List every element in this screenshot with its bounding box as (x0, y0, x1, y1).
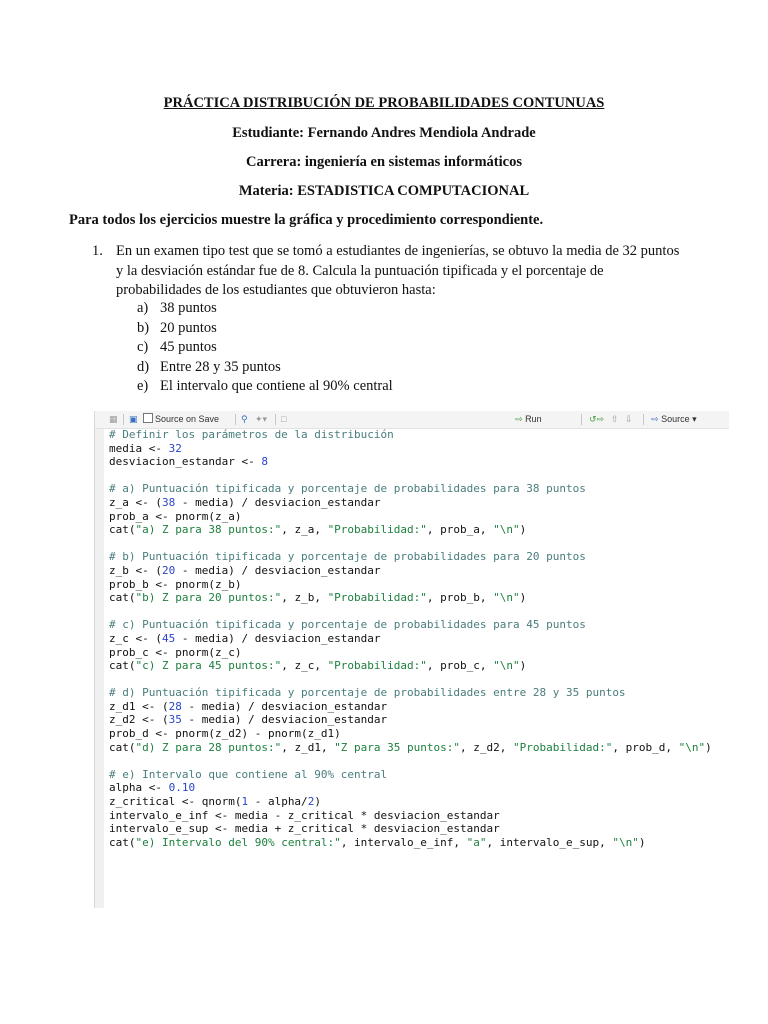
option-e (137, 377, 393, 397)
code-token: prob_a <- pnorm(z_a) (109, 509, 242, 523)
code-string: "\n" (612, 835, 639, 849)
code-string: "d) Z para 28 puntos:" (135, 740, 282, 754)
code-line (109, 781, 712, 795)
code-string: "Probabilidad:" (513, 740, 613, 754)
exercise-line: y la desviación estándar fue de 8. Calcula la puntuación tipificada y el porcentaje de (116, 262, 604, 279)
code-token: , z_a, (281, 523, 328, 537)
code-tools-wand-icon[interactable]: ✦▾ (255, 414, 268, 424)
code-token: , prob_a, (426, 523, 494, 537)
exercise-number: 1. (92, 243, 103, 259)
toolbar-divider (235, 414, 236, 425)
option-letter: b) (137, 319, 150, 336)
code-string: "\n" (678, 740, 706, 754)
code-comment: # d) Puntuación tipificada y porcentaje de probabilidades entre 28 y 35 puntos (109, 686, 626, 700)
option-letter: c) (137, 339, 149, 355)
option-text: El intervalo que contiene al 90% central (160, 378, 393, 394)
code-token: prob_d <- pnorm(z_d2) - pnorm(z_d1) (109, 727, 341, 741)
code-token: , intervalo_e_inf, (340, 835, 467, 849)
code-line (109, 564, 712, 578)
code-line (109, 713, 712, 727)
code-string: "Probabilidad:" (327, 659, 427, 673)
code-token: ) (705, 740, 712, 754)
code-token: , z_d1, (281, 740, 335, 754)
source-button[interactable] (651, 413, 697, 426)
code-number: 38 (161, 495, 176, 509)
option-letter: e) (137, 378, 149, 394)
code-token: - media) / desviacion_estandar (181, 699, 388, 713)
code-number: 2 (307, 795, 315, 809)
code-line (109, 686, 712, 700)
code-token: ) (638, 835, 646, 849)
document-title: PRÁCTICA DISTRIBUCIÓN DE PROBABILIDADES CONTUNUAS (163, 95, 605, 111)
code-number: 45 (161, 631, 176, 645)
code-line (109, 550, 712, 564)
code-line (109, 822, 712, 836)
code-line (109, 632, 712, 646)
code-string: "Z para 35 puntos:" (334, 740, 461, 754)
code-line (109, 754, 712, 768)
run-arrow-icon: ⇨ (515, 414, 523, 424)
option-c (137, 338, 393, 358)
code-token: prob_b <- pnorm(z_b) (109, 577, 242, 591)
code-area[interactable] (109, 428, 712, 849)
source-on-save-toggle[interactable] (143, 413, 219, 426)
code-token: cat( (109, 523, 136, 537)
code-token: z_c <- ( (109, 631, 162, 645)
toolbar-divider (123, 414, 124, 425)
run-button[interactable] (515, 413, 542, 426)
code-number: 32 (168, 441, 182, 455)
code-token: - media) / desviacion_estandar (181, 713, 388, 727)
code-number: 0.10 (168, 781, 196, 795)
search-icon[interactable]: ⚲ (241, 414, 248, 424)
exercise-line: En un examen tipo test que se tomó a estudiantes de ingenierías, se obtuvo la media de 32 puntos (116, 243, 680, 259)
go-up-icon[interactable]: ⇧ (611, 414, 619, 424)
code-line (109, 591, 712, 605)
toolbar-divider (643, 414, 644, 425)
code-line (109, 768, 712, 782)
code-line (109, 510, 712, 524)
code-line (109, 482, 712, 496)
go-down-icon[interactable]: ⇩ (625, 414, 633, 424)
instructions: Para todos los ejercicios muestre la gráfica y procedimiento correspondiente. (69, 212, 544, 228)
code-comment: # a) Puntuación tipificada y porcentaje de probabilidades para 38 puntos (109, 482, 586, 496)
code-line (109, 523, 712, 537)
code-token: z_d2 <- ( (109, 713, 169, 727)
code-token: , z_d2, (460, 740, 514, 754)
code-token: , prob_b, (426, 591, 494, 605)
code-comment: # c) Puntuación tipificada y porcentaje de probabilidades para 45 puntos (109, 618, 586, 632)
code-token: - media) / desviacion_estandar (175, 495, 381, 509)
code-line (109, 795, 712, 809)
save-icon[interactable]: ▣ (129, 414, 138, 424)
code-token: cat( (109, 659, 136, 673)
student-name: Estudiante: Fernando Andres Mendiola Andrade (232, 125, 536, 141)
code-number: 20 (161, 563, 176, 577)
code-token: - media) / desviacion_estandar (175, 631, 381, 645)
code-string: "a) Z para 38 puntos:" (135, 523, 282, 537)
source-label: Source (661, 414, 690, 424)
code-string: "a" (466, 835, 487, 849)
code-token: z_b <- ( (109, 563, 162, 577)
exercise-line: probabilidades de los estudiantes que obtuvieron hasta: (116, 282, 436, 298)
code-line (109, 659, 712, 673)
code-token: cat( (109, 740, 136, 754)
code-token: alpha <- (109, 781, 169, 795)
option-d (137, 358, 393, 378)
code-token: ) (519, 523, 527, 537)
code-comment: # Definir los parámetros de la distribución (109, 428, 394, 441)
code-editor-screenshot (94, 411, 729, 908)
code-token: , z_c, (281, 659, 328, 673)
code-token: intervalo_e_sup <- media + z_critical * desviacion_estandar (109, 822, 500, 836)
code-line (109, 469, 712, 483)
code-line (109, 605, 712, 619)
compile-report-icon[interactable]: □ (281, 414, 287, 424)
source-on-save-label: Source on Save (155, 414, 220, 424)
code-token: desviacion_estandar <- (109, 455, 262, 469)
line-number-gutter (95, 429, 104, 908)
code-comment: # b) Puntuación tipificada y porcentaje de probabilidades para 20 puntos (109, 550, 586, 564)
code-line (109, 537, 712, 551)
code-string: "Probabilidad:" (327, 591, 427, 605)
code-token: ) (519, 591, 527, 605)
toolbar-divider (581, 414, 582, 425)
code-token: ) (519, 659, 527, 673)
option-letter: d) (137, 358, 150, 375)
chevron-down-icon: ▾ (692, 414, 697, 424)
editor-toolbar (95, 411, 729, 429)
code-token: - media) / desviacion_estandar (175, 563, 381, 577)
code-token: media <- (109, 441, 169, 455)
code-token: z_critical <- qnorm( (109, 795, 242, 809)
code-line (109, 646, 712, 660)
option-a (137, 299, 393, 319)
code-token: prob_c <- pnorm(z_c) (109, 645, 242, 659)
subject-line: Materia: ESTADISTICA COMPUTACIONAL (238, 183, 530, 199)
exercise-1 (92, 242, 732, 301)
code-token: z_d1 <- ( (109, 699, 169, 713)
code-line (109, 700, 712, 714)
code-token: intervalo_e_inf <- media - z_critical * desviacion_estandar (109, 808, 500, 822)
career-line: Carrera: ingeniería en sistemas informáticos (246, 154, 522, 170)
option-text: 38 puntos (160, 300, 217, 316)
option-text: 20 puntos (160, 319, 217, 336)
option-text: Entre 28 y 35 puntos (160, 358, 281, 375)
code-line (109, 442, 712, 456)
show-in-window-icon[interactable]: ▦ (109, 414, 118, 424)
code-string: "e) Intervalo del 90% central:" (135, 835, 341, 849)
code-string: "\n" (493, 591, 520, 605)
rerun-icon[interactable]: ↺⇨ (589, 414, 605, 424)
toolbar-divider (275, 414, 276, 425)
code-string: "\n" (493, 659, 520, 673)
code-token: , intervalo_e_sup, (486, 835, 613, 849)
code-token: cat( (109, 591, 136, 605)
code-token: z_a <- ( (109, 495, 162, 509)
code-number: 28 (168, 699, 182, 713)
code-token: ) (314, 795, 321, 809)
code-string: "\n" (493, 523, 520, 537)
run-label: Run (525, 414, 542, 424)
code-line (109, 809, 712, 823)
code-string: "Probabilidad:" (327, 523, 427, 537)
code-token: , z_b, (281, 591, 328, 605)
code-line (109, 578, 712, 592)
code-line (109, 618, 712, 632)
code-token: cat( (109, 835, 136, 849)
code-token: , prob_d, (612, 740, 679, 754)
source-arrow-icon: ⇨ (651, 414, 659, 424)
code-line (109, 741, 712, 755)
code-line (109, 496, 712, 510)
code-line (109, 455, 712, 469)
exercise-options (137, 299, 393, 397)
code-token: , prob_c, (426, 659, 494, 673)
code-line (109, 727, 712, 741)
code-number: 1 (241, 795, 249, 809)
option-letter: a) (137, 300, 149, 316)
code-line (109, 836, 712, 850)
exercise-statement (116, 242, 732, 301)
code-token: - alpha/ (248, 795, 308, 809)
option-b (137, 319, 393, 339)
option-text: 45 puntos (160, 339, 217, 355)
code-line (109, 428, 712, 442)
checkbox-icon[interactable] (143, 413, 153, 423)
code-string: "c) Z para 45 puntos:" (135, 659, 282, 673)
code-number: 8 (261, 455, 268, 469)
code-line (109, 673, 712, 687)
code-number: 35 (168, 713, 182, 727)
code-string: "b) Z para 20 puntos:" (135, 591, 282, 605)
code-comment: # e) Intervalo que contiene al 90% central (109, 767, 388, 781)
